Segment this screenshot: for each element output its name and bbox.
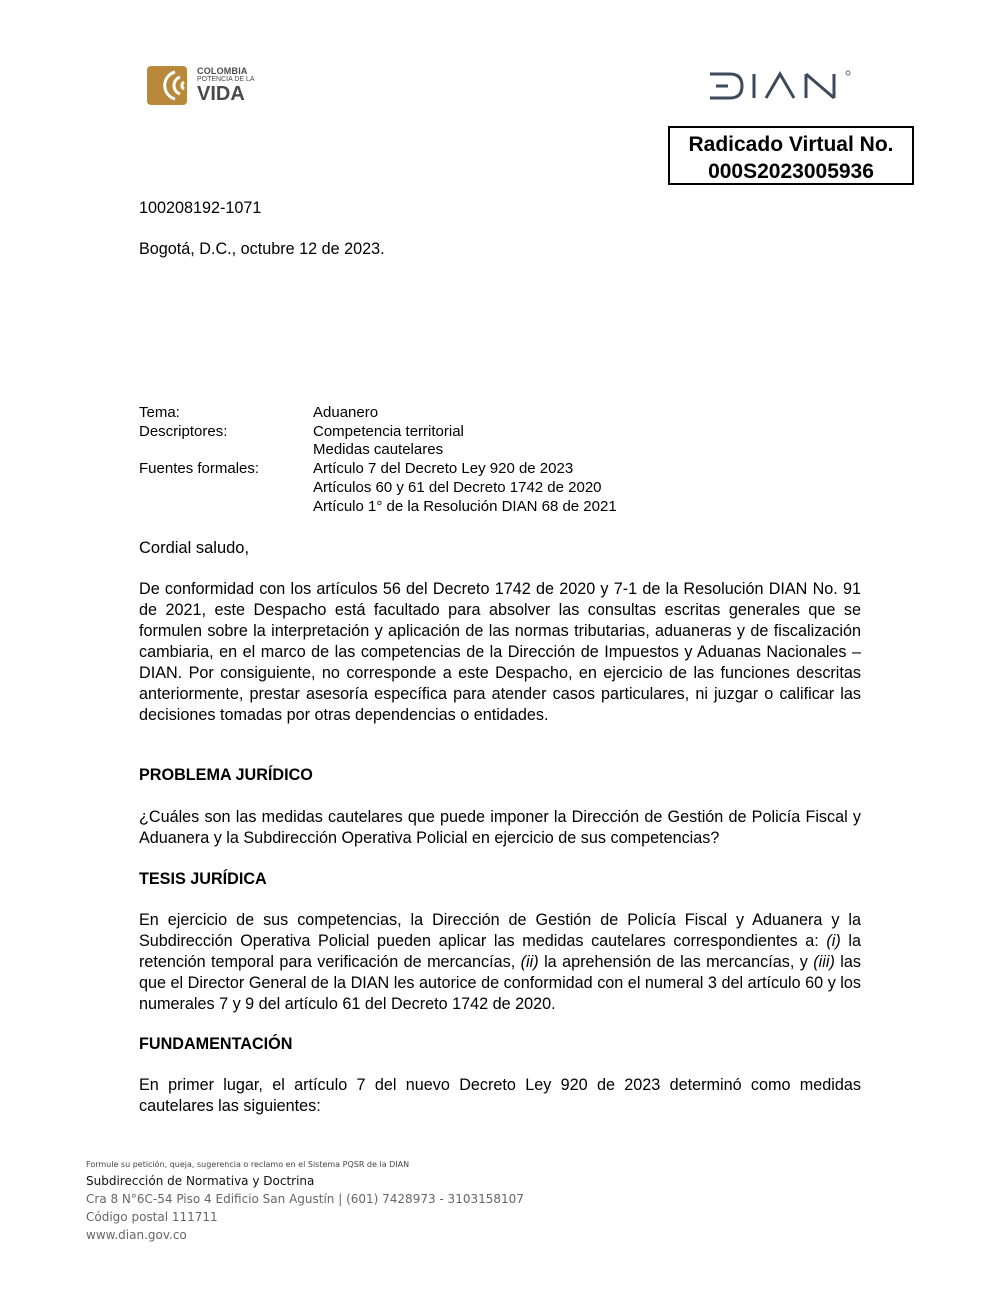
problema-text: ¿Cuáles son las medidas cautelares que puede imponer la Dirección de Gestión de Policía Fiscal y Aduanera y la Subdirección Operativa Policial en ejercicio de sus competencias? [139,808,861,847]
footer-website[interactable]: www.dian.gov.co [86,1228,187,1242]
fuente-1: Artículo 7 del Decreto Ley 920 de 2023 [313,460,574,478]
tesis-heading: TESIS JURÍDICA [139,870,267,888]
radicado-box [668,126,914,185]
radicado-label: Radicado Virtual No. [688,133,894,156]
document-metadata [139,404,617,516]
problema-heading: PROBLEMA JURÍDICO [139,766,313,784]
logo-line1: COLOMBIA [197,66,248,76]
document-date: Bogotá, D.C., octubre 12 de 2023. [139,240,385,258]
tesis-part4: las que el Director General de la DIAN les autorice de conformidad con el numeral 3 del artículo 60 y los numerales 7 y 9 del artículo 61 del Decreto 1742 de 2020. [139,953,861,1013]
tesis-i: (i) [826,932,841,950]
fundamentacion-heading: FUNDAMENTACIÓN [139,1035,293,1053]
tema-label: Tema: [139,404,180,421]
fuentes-label: Fuentes formales: [139,460,260,478]
fundamentacion-paragraph [139,1075,861,1117]
document-reference: 100208192-1071 [139,199,262,217]
tesis-iii: (iii) [813,953,835,971]
tesis-paragraph [139,910,861,1015]
logo-line2: POTENCIA DE LA [197,76,255,83]
descriptores-label: Descriptores: [139,422,228,440]
footer-address: Cra 8 N°6C-54 Piso 4 Edificio San Agustín | (601) 7428973 - 3103158107 [86,1192,524,1206]
radicado-number: 000S2023005936 [708,160,874,183]
descriptor-2: Medidas cautelares [313,441,444,459]
footer-pqsr-note: Formule su petición, queja, sugerencia o reclamo en el Sistema PQSR de la DIAN [86,1160,410,1169]
fuente-3: Artículo 1° de la Resolución DIAN 68 de 2021 [313,497,617,515]
descriptor-1: Competencia territorial [313,422,464,440]
tesis-part2: la retención temporal para verificación de mercancías, [139,932,861,971]
fundamentacion-text: En primer lugar, el artículo 7 del nuevo Decreto Ley 920 de 2023 determinó como medidas cautelares las siguientes: [139,1076,861,1115]
tema-value: Aduanero [313,404,379,421]
problema-paragraph [139,807,861,849]
intro-text: De conformidad con los artículos 56 del Decreto 1742 de 2020 y 7-1 de la Resolución DIAN No. 91 de 2021, este Despacho está facultado para absolver las consultas escritas generales que se formulen sobre la interpretación y aplicación de las normas tributarias, aduaneras y de fiscalización cambiaria, en el marco de las competencias de la Dirección de Impuestos y Aduanas Nacionales – DIAN. Por consiguiente, no corresponde a este Despacho, en ejercicio de las funciones descritas anteriormente, prestar asesoría específica para atender casos particulares, ni juzgar o calificar las decisiones tomadas por otras dependencias o entidades. [139,580,861,724]
colombia-potencia-de-la-vida-logo [147,64,267,108]
intro-paragraph [139,579,861,726]
tesis-part3: la aprehensión de las mercancías, y [538,953,814,971]
footer-office: Subdirección de Normativa y Doctrina [86,1174,315,1188]
dian-logo-icon [708,70,854,102]
tesis-part1: En ejercicio de sus competencias, la Dirección de Gestión de Policía Fiscal y Aduanera y la Subdirección Operativa Policial pueden aplicar las medidas cautelares correspondientes a: [139,911,861,950]
tesis-ii: (ii) [520,953,539,971]
fuente-2: Artículos 60 y 61 del Decreto 1742 de 2020 [313,478,602,496]
greeting: Cordial saludo, [139,539,250,557]
logo-line3: VIDA [197,83,245,105]
dian-logo [708,70,854,102]
footer-postal: Código postal 111711 [86,1210,218,1224]
